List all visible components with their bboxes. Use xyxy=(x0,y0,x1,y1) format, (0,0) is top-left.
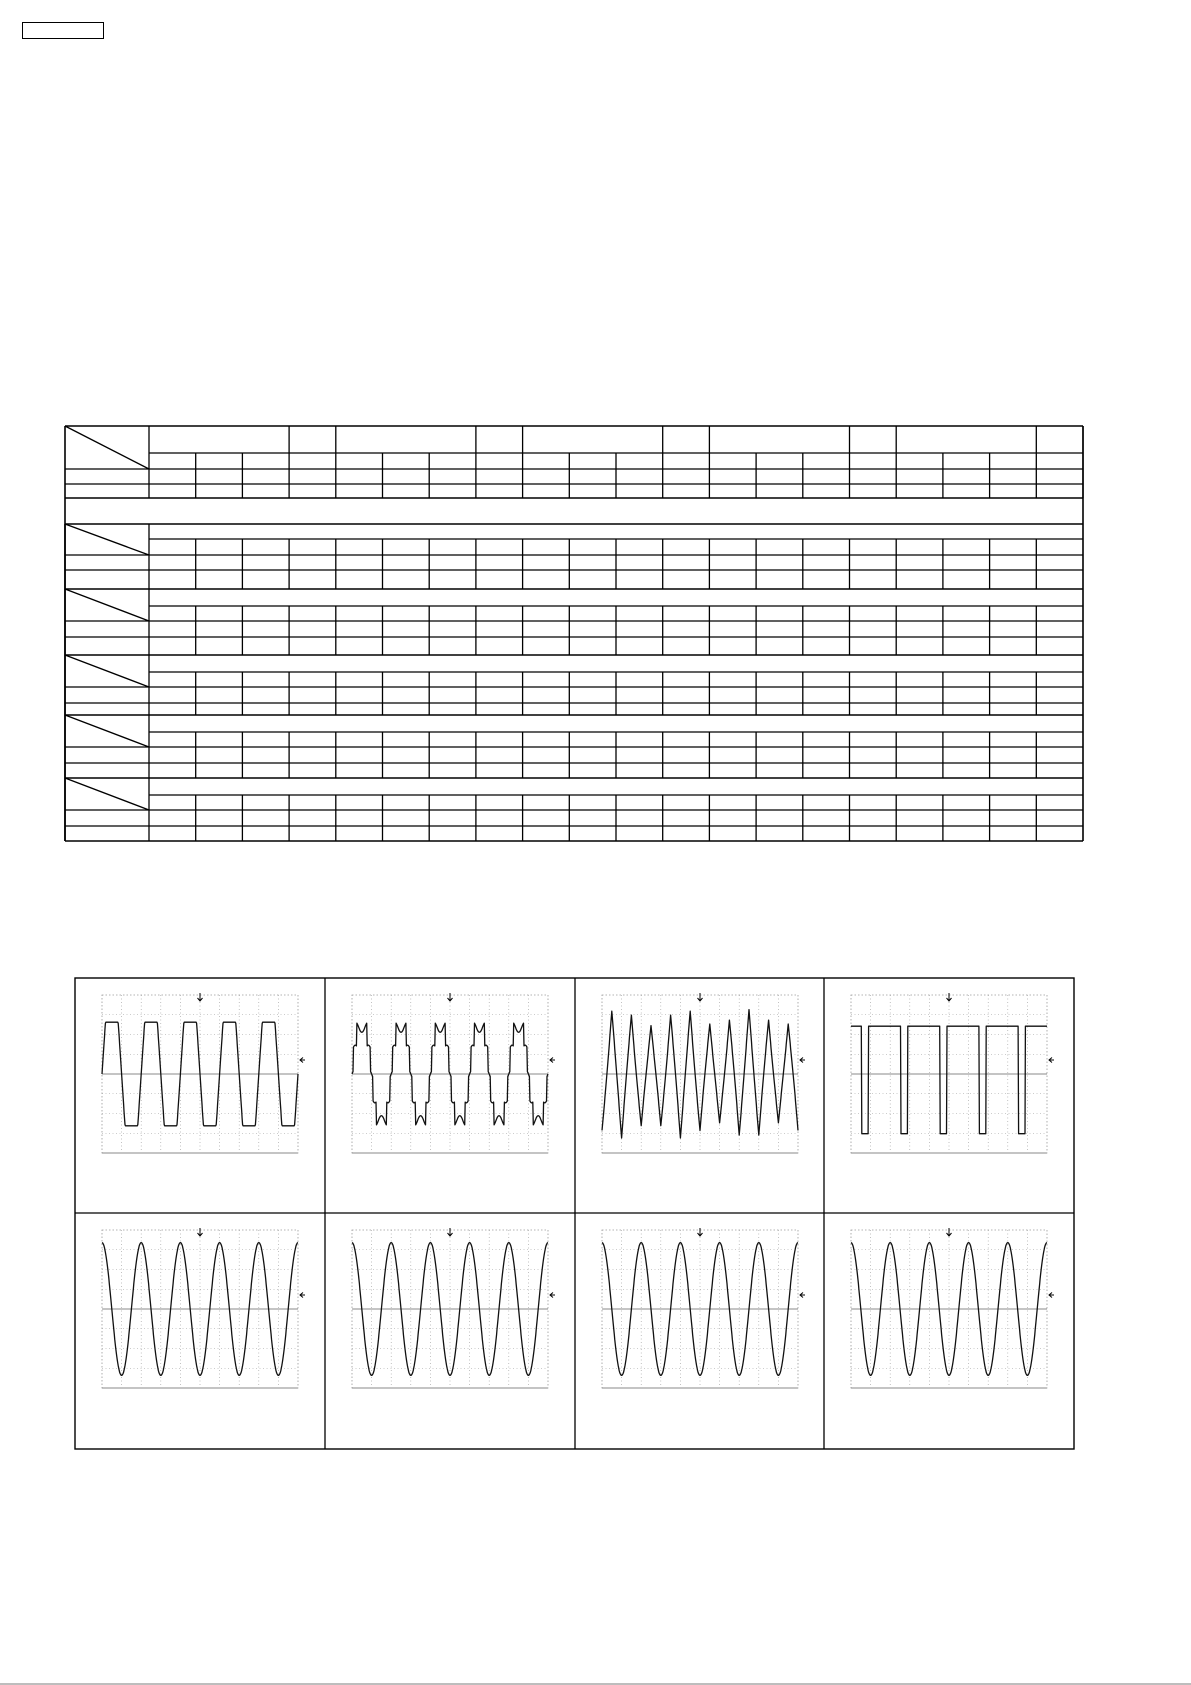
level-arrow-icon xyxy=(550,1058,555,1063)
level-arrow-icon xyxy=(300,1058,305,1063)
level-arrow-icon xyxy=(1049,1293,1054,1298)
level-arrow-icon xyxy=(300,1293,305,1298)
level-arrow-icon xyxy=(800,1293,805,1298)
level-arrow-icon xyxy=(800,1058,805,1063)
level-arrow-icon xyxy=(1049,1058,1054,1063)
trigger-arrow-icon xyxy=(947,1228,952,1236)
trigger-arrow-icon xyxy=(448,993,453,1001)
trigger-arrow-icon xyxy=(698,1228,703,1236)
trigger-arrow-icon xyxy=(448,1228,453,1236)
trigger-arrow-icon xyxy=(198,993,203,1001)
level-arrow-icon xyxy=(550,1293,555,1298)
trigger-arrow-icon xyxy=(198,1228,203,1236)
trigger-arrow-icon xyxy=(698,993,703,1001)
trigger-arrow-icon xyxy=(947,993,952,1001)
